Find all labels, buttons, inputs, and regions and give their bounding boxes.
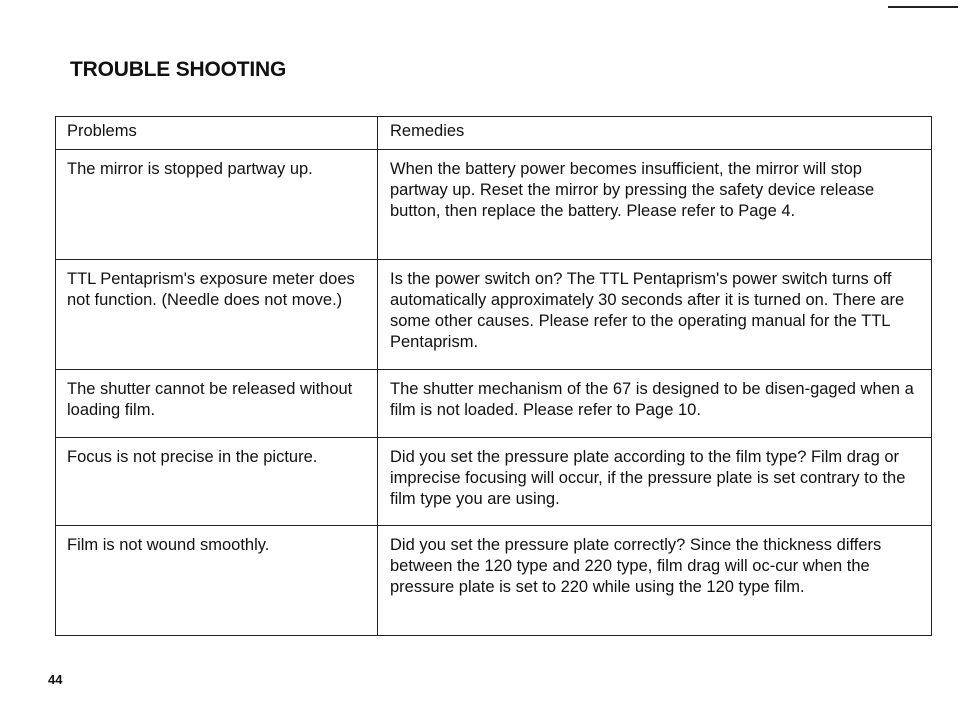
remedy-cell: Is the power switch on? The TTL Pentaprism's power switch turns off automatically approximately 30 seconds after it is turned on. There are some other causes. Please refer to the operating manual for the TTL Pentaprism.	[378, 260, 932, 370]
troubleshooting-table	[55, 116, 932, 636]
problem-cell: TTL Pentaprism's exposure meter does not function. (Needle does not move.)	[56, 260, 378, 370]
problem-cell: The shutter cannot be released without loading film.	[56, 370, 378, 438]
remedy-cell: Did you set the pressure plate correctly? Since the thickness differs between the 120 type and 220 type, film drag will oc-cur when the pressure plate is set to 220 while using the 120 type film.	[378, 526, 932, 636]
table-header-row	[56, 117, 932, 150]
table-row	[56, 260, 932, 370]
table-row	[56, 438, 932, 526]
problem-cell: Film is not wound smoothly.	[56, 526, 378, 636]
corner-rule	[888, 6, 958, 8]
table-row	[56, 526, 932, 636]
problem-cell: The mirror is stopped partway up.	[56, 150, 378, 260]
table-row	[56, 370, 932, 438]
remedy-cell: When the battery power becomes insufficient, the mirror will stop partway up. Reset the mirror by pressing the safety device release button, then replace the battery. Please refer to Page 4.	[378, 150, 932, 260]
remedies-header: Remedies	[378, 117, 932, 150]
page-number: 44	[48, 672, 63, 687]
remedy-cell: The shutter mechanism of the 67 is designed to be disen-gaged when a film is not loaded. Please refer to Page 10.	[378, 370, 932, 438]
table-row	[56, 150, 932, 260]
problem-cell: Focus is not precise in the picture.	[56, 438, 378, 526]
problems-header: Problems	[56, 117, 378, 150]
remedy-cell: Did you set the pressure plate according to the film type? Film drag or imprecise focusing will occur, if the pressure plate is set contrary to the film type you are using.	[378, 438, 932, 526]
page-title: TROUBLE SHOOTING	[70, 58, 287, 81]
